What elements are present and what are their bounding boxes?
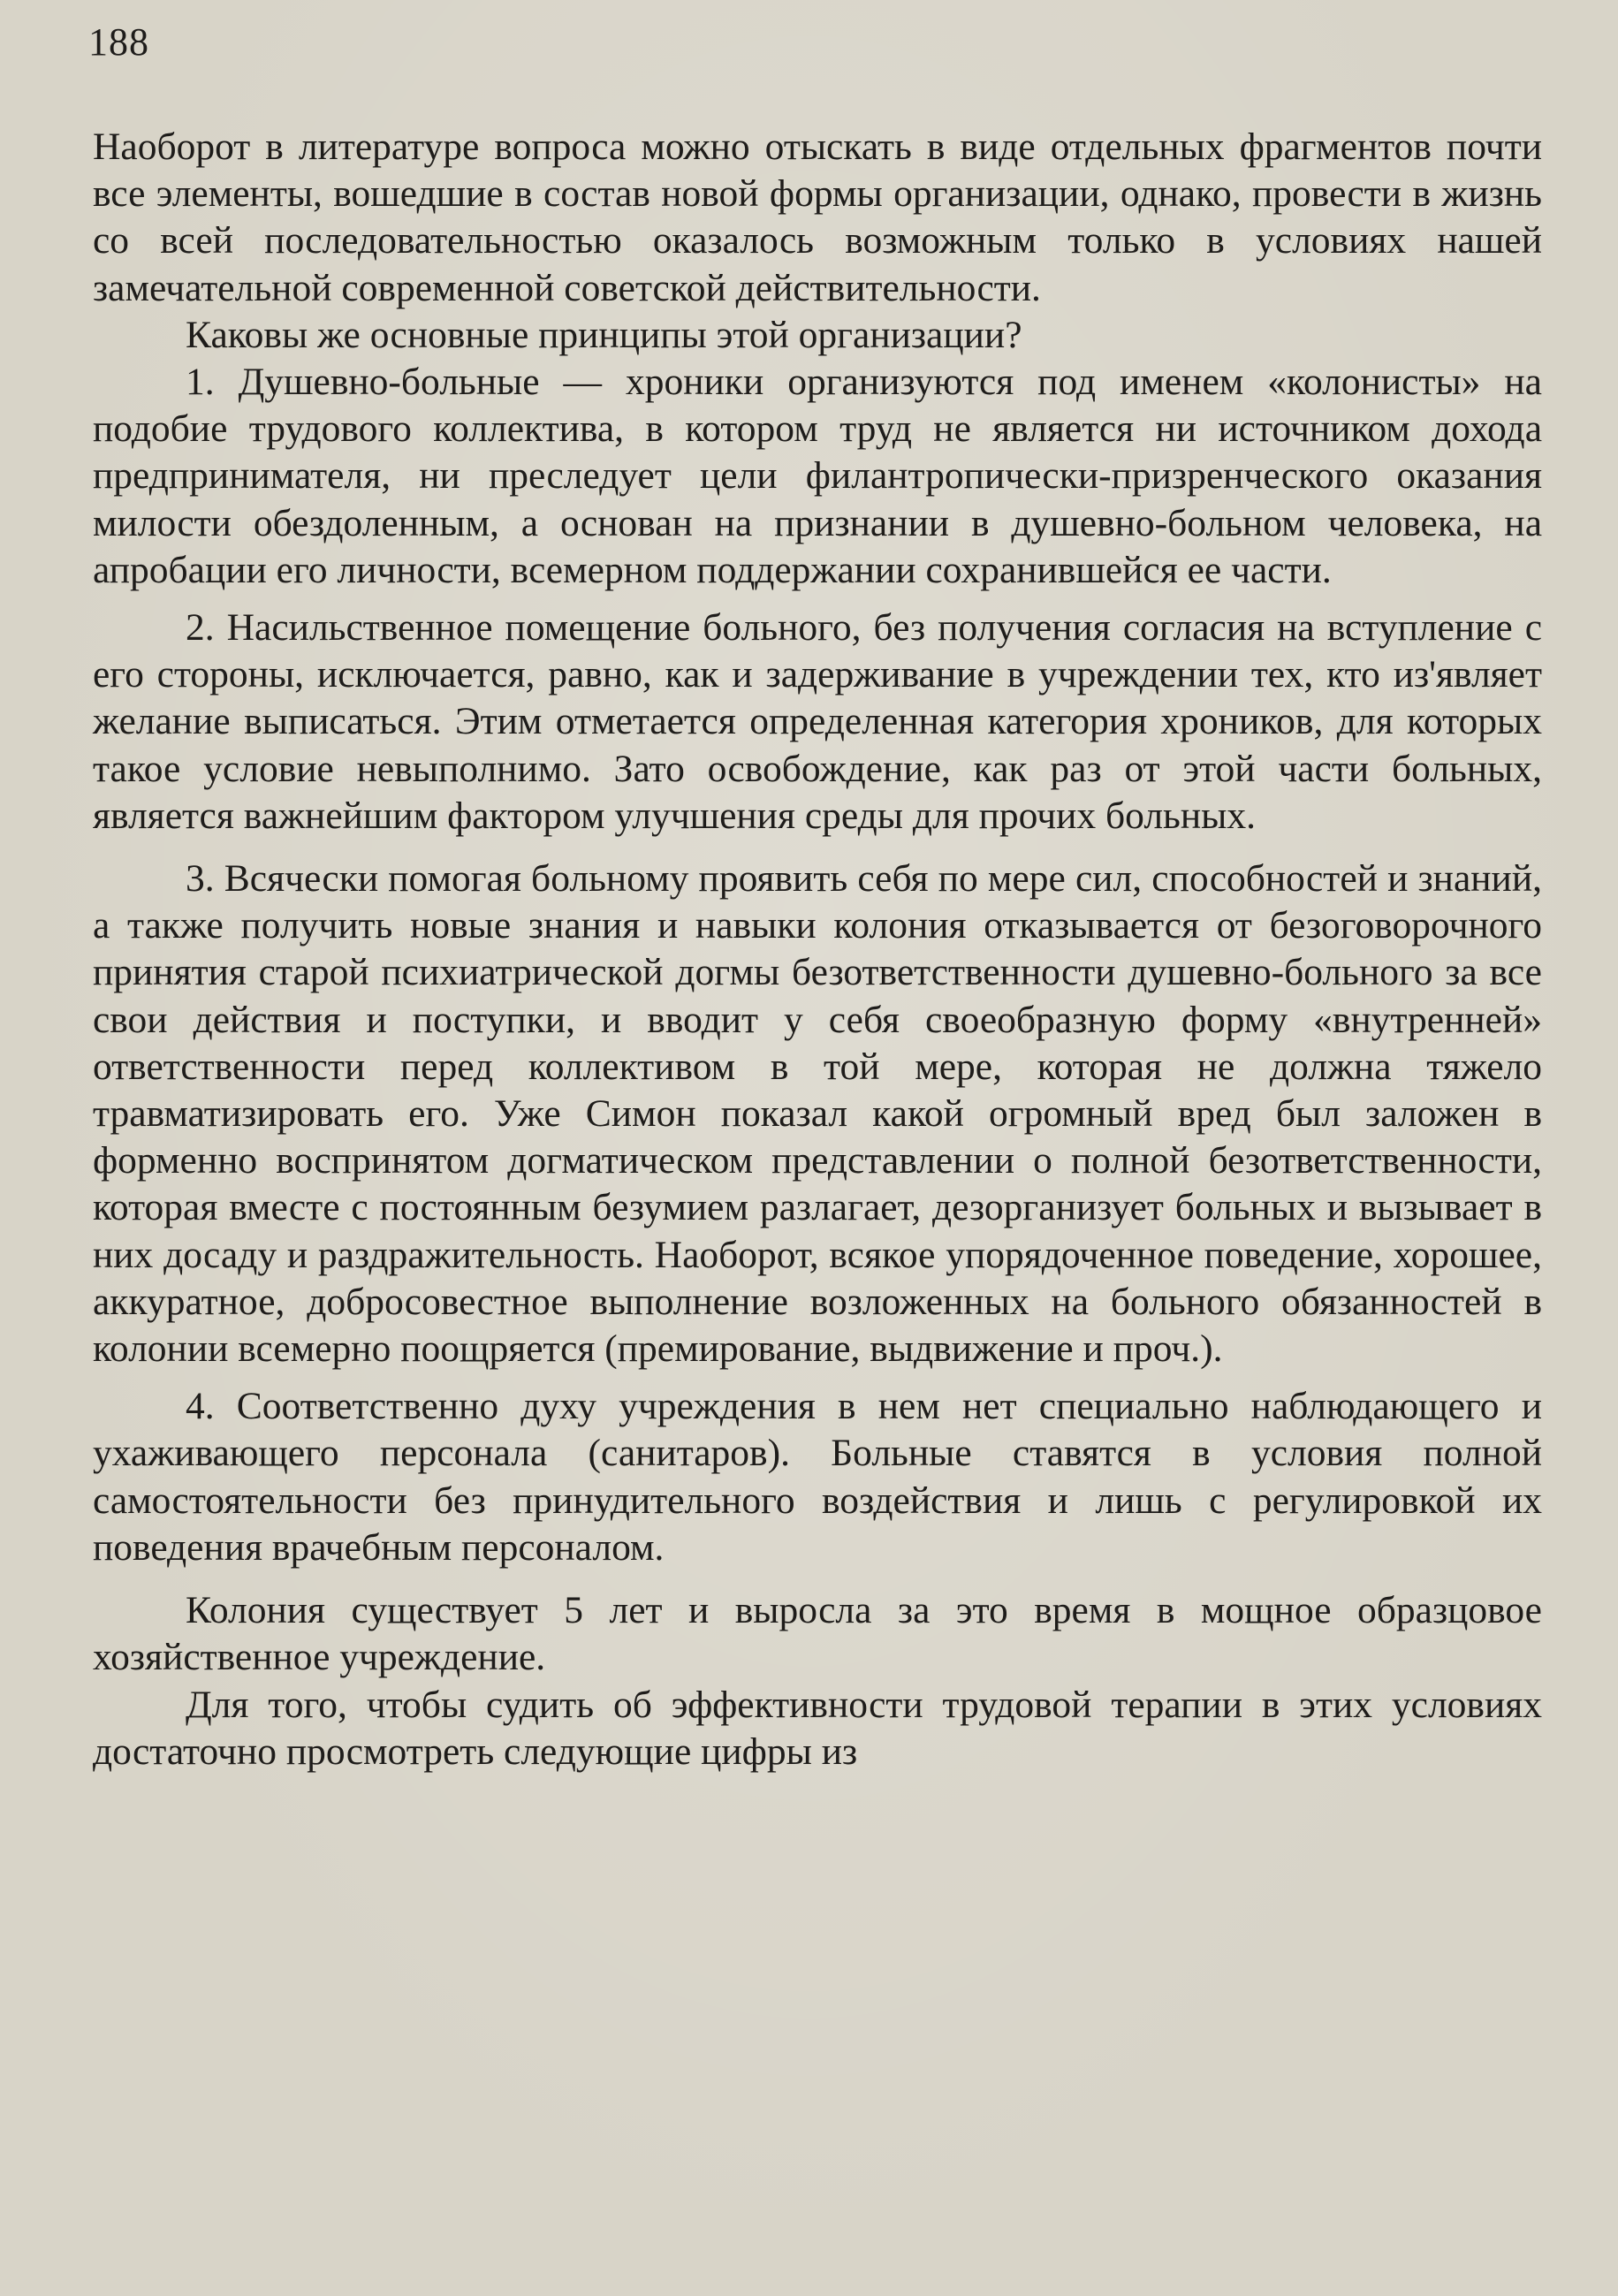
- body-text: [93, 124, 1542, 1775]
- paragraph-principle-2: 2. Насильственное помещение больного, без получения согласия на вступление с его стороны, исключается, равно, как и задерживание в учреждении тех, кто из'являет желание выписаться. Этим отметается определенная категория хроников, для которых такое условие невыполнимо. Зато освобождение, как раз от этой части больных, является важнейшим фактором улучшения среды для прочих больных.: [93, 606, 1542, 837]
- paragraph-effectiveness: Для того, чтобы судить об эффективности трудовой терапии в этих условиях достаточно просмотреть следующие цифры из: [93, 1683, 1542, 1773]
- paragraph-principle-4: 4. Соответственно духу учреждения в нем нет специально наблюдающего и ухаживающего персонала (санитаров). Больные ставятся в условия полной самостоятельности без принудительного воздействия и лишь с регулировкой их поведения врачебным персоналом.: [93, 1385, 1542, 1569]
- paragraph-question: Каковы же основные принципы этой организации?: [186, 313, 1022, 356]
- paragraph-colony-age: Колония существует 5 лет и выросла за это время в мощное образцовое хозяйственное учреждение.: [93, 1589, 1542, 1679]
- paragraph-intro: Наоборот в литературе вопроса можно отыскать в виде отдельных фрагментов почти все элементы, вошедшие в состав новой формы организации, однако, провести в жизнь со всей последовательностью оказалось возможным только в условиях нашей замечательной современной советской действительности.: [93, 125, 1542, 309]
- paragraph-principle-1: 1. Душевно-больные — хроники организуются под именем «колонисты» на подобие трудового коллектива, в котором труд не является ни источником дохода предпринимателя, ни преследует цели филантропически-призренческого оказания милости обездоленным, а основан на признании в душевно-больном человека, на апробации его личности, всемерном поддержании сохранившейся ее части.: [93, 361, 1542, 591]
- paragraph-principle-3: 3. Всячески помогая больному проявить себя по мере сил, способностей и знаний, а также получить новые знания и навыки колония отказывается от безоговорочного принятия старой психиатрической догмы безответственности душевно-больного за все свои действия и поступки, и вводит у себя своеобразную форму «внутренней» ответственности перед коллективом в той мере, которая не должна тяжело травматизировать его. Уже Симон показал какой огромный вред был заложен в форменно воспринятом догматическом представлении о полной безответственности, которая вместе с постоянным безумием разлагает, дезорганизует больных и вызывает в них досаду и раздражительность. Наоборот, всякое упорядоченное поведение, хорошее, аккуратное, добросовестное выполнение возложенных на больного обязанностей в колонии всемерно поощряется (премирование, выдвижение и проч.).: [93, 857, 1542, 1371]
- page-number: 188: [88, 20, 149, 64]
